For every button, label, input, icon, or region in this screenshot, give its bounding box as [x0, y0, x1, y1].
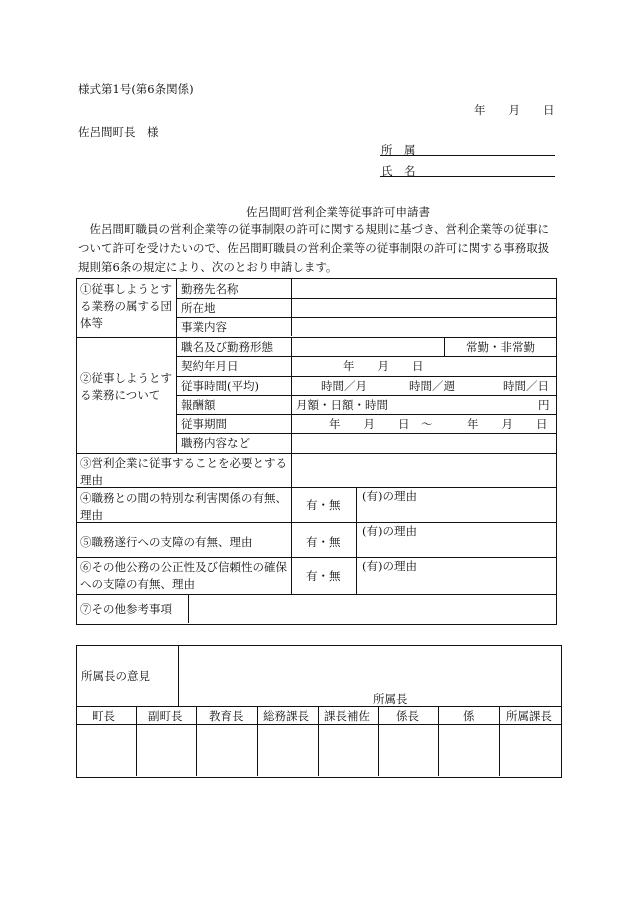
approver-chief: 係長 [396, 709, 419, 723]
stamp-section-manager[interactable] [500, 725, 559, 775]
opinion-field[interactable] [180, 647, 558, 687]
period-to[interactable]: 年 月 日 [467, 417, 548, 431]
stamp-chief[interactable] [379, 725, 437, 775]
row-location: 所在地 [181, 301, 216, 315]
section2-label: ②従事しようとする業務について [80, 371, 172, 402]
stamp-staff[interactable] [439, 725, 498, 775]
row-business: 事業内容 [181, 320, 227, 334]
approver-education-head: 教育長 [209, 709, 244, 723]
row-employer-name: 勤務先名称 [181, 282, 239, 296]
name-label: 氏 名 [381, 164, 416, 178]
section6-yes-no[interactable]: 有・無 [306, 569, 341, 583]
approver-staff: 係 [463, 709, 475, 723]
addressee: 佐呂間町長 様 [78, 125, 159, 139]
head-signature-label: 所属長 [373, 692, 408, 706]
stamp-mayor[interactable] [77, 725, 135, 775]
affiliation-label: 所 属 [381, 143, 416, 157]
approver-assistant-manager: 課長補佐 [324, 709, 370, 723]
section4-label: ④職務との間の特別な利害関係の有無、理由 [80, 491, 287, 522]
reason-field[interactable] [292, 454, 554, 486]
row-period: 従事期間 [181, 417, 227, 431]
approver-section-manager: 所属課長 [506, 709, 552, 723]
application-date: 年 月 日 [474, 103, 555, 117]
location-field[interactable] [292, 299, 554, 317]
section5-yes-no[interactable]: 有・無 [306, 535, 341, 549]
row-pay: 報酬額 [181, 398, 216, 412]
hours-per-week[interactable]: 時間／週 [409, 379, 455, 393]
section5-reason-label: (有)の理由 [362, 524, 417, 538]
opinion-label: 所属長の意見 [81, 669, 150, 683]
section4-yes-no[interactable]: 有・無 [306, 498, 341, 512]
row-position: 職名及び勤務形態 [181, 340, 273, 354]
section5-label: ⑤職務遂行への支障の有無、理由 [80, 535, 253, 549]
section6-label: ⑥その他公務の公正性及び信頼性の確保への支障の有無、理由 [80, 560, 287, 591]
form-number: 様式第1号(第6条関係) [78, 82, 194, 96]
notes-field[interactable] [189, 595, 554, 622]
row-hours: 従事時間(平均) [181, 379, 259, 393]
employer-name-field[interactable] [292, 279, 554, 298]
stamp-deputy-mayor[interactable] [137, 725, 195, 775]
pay-yen: 円 [538, 398, 550, 412]
document-title: 佐呂間町営利企業等従事許可申請書 [246, 205, 430, 219]
duties-field[interactable] [292, 434, 554, 452]
section4-reason-label: (有)の理由 [362, 489, 417, 503]
period-from[interactable]: 年 月 日 ～ [329, 417, 433, 431]
approver-general-affairs: 総務課長 [263, 709, 309, 723]
approver-deputy-mayor: 副町長 [148, 709, 183, 723]
employment-type-options[interactable]: 常勤・非常勤 [466, 340, 535, 354]
row-duties: 職務内容など [181, 436, 250, 450]
section1-label: ①従事しようとする業務の属する団体等 [80, 282, 172, 330]
hours-per-month[interactable]: 時間／月 [321, 379, 367, 393]
stamp-general-affairs[interactable] [258, 725, 317, 775]
name-field[interactable] [380, 176, 555, 177]
hours-per-day[interactable]: 時間／日 [503, 379, 549, 393]
section6-reason-label: (有)の理由 [362, 559, 417, 573]
section7-label: ⑦その他参考事項 [80, 602, 172, 616]
business-field[interactable] [292, 318, 554, 336]
stamp-education-head[interactable] [197, 725, 256, 775]
row-contract-date: 契約年月日 [181, 359, 239, 373]
intro-paragraph: 佐呂間町職員の営利企業等の従事制限の許可に関する規則に基づき、営利企業等の従事について許可を受けたいので、佐呂間町職員の営利企業等の従事制限の許可に関する事務取扱規則第6条の規定により、次のとおり申請します。 [78, 222, 550, 274]
pay-type-options[interactable]: 月額・日額・時間 [296, 398, 388, 412]
affiliation-field[interactable] [380, 155, 555, 156]
stamp-assistant-manager[interactable] [319, 725, 377, 775]
contract-date-value[interactable]: 年 月 日 [343, 359, 424, 373]
approver-mayor: 町長 [92, 709, 115, 723]
section3-label: ③営利企業に従事することを必要とする理由 [80, 456, 287, 487]
